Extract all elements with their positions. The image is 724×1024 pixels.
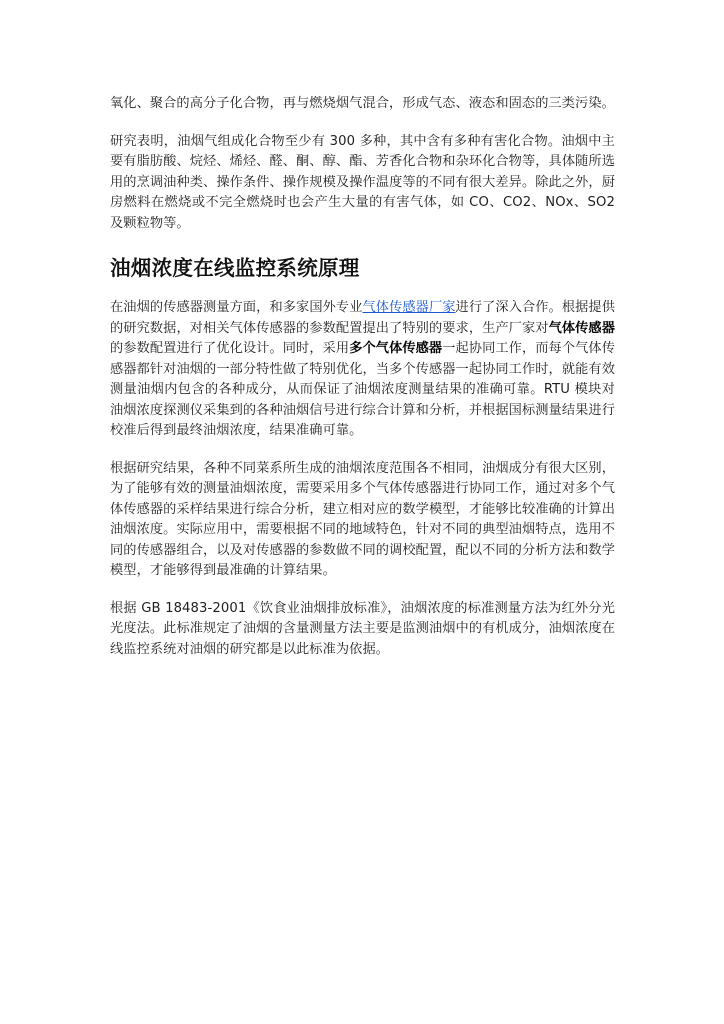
bold-term-multiple-gas-sensors: 多个气体传感器	[349, 341, 443, 356]
paragraph-sensor-measurement	[110, 298, 615, 442]
paragraph-compounds: 研究表明，油烟气组成化合物至少有 300 多种，其中含有多种有害化合物。油烟中主要有脂肪酸、烷烃、烯烃、醛、酮、醇、酯、芳香化合物和杂环化合物等，具体随所选用的烹调油种类、操作条件、操作规模及操作温度等的不同有很大差异。除此之外，厨房燃料在燃烧或不完全燃烧时也会产生大量的有害气体，如 CO、CO2、NOx、SO2 及颗粒物等。	[110, 133, 615, 231]
text-span: 一起协同工作，而每个气体传感器都针对油烟的一部分特性做了特别优化，当多个传感器一起协同工作时，就能有效测量油烟内包含的各种成分，从而保证了油烟浓度测量结果的准确可靠。RTU 模块对油烟浓度探测仪采集到的各种油烟信号进行综合计算和分析，并根据国标测量结果进行校准后得到最终油烟浓度，结果准确可靠。	[110, 341, 615, 438]
section-heading: 油烟浓度在线监控系统原理	[110, 256, 360, 280]
paragraph-standard: 根据 GB 18483-2001《饮食业油烟排放标准》，油烟浓度的标准测量方法为红外分光光度法。此标准规定了油烟的含量测量方法主要是监测油烟中的有机成分，油烟浓度在线监控系统对油烟的研究都是以此标准为依据。	[110, 600, 615, 657]
paragraph-research-results: 根据研究结果，各种不同菜系所生成的油烟浓度范围各不相同，油烟成分有很大区别，为了能够有效的测量油烟浓度，需要采用多个气体传感器进行协同工作，通过对多个气体传感器的采样结果进行综合分析，建立相对应的数学模型，才能够比较准确的计算出油烟浓度。实际应用中，需要根据不同的地域特色，针对不同的典型油烟特点，选用不同的传感器组合，以及对传感器的参数做不同的调校配置，配以不同的分析方法和数学模型，才能够得到最准确的计算结果。	[110, 460, 615, 578]
text-span: 的参数配置进行了优化设计。同时，采用	[110, 341, 350, 356]
gas-sensor-manufacturer-link[interactable]: 气体传感器厂家	[362, 300, 456, 315]
bold-term-gas-sensor: 气体传感器	[548, 320, 616, 336]
text-span: 在油烟的传感器测量方面，和多家国外专业	[110, 300, 363, 315]
document-page	[110, 94, 615, 677]
paragraph-pollution: 氧化、聚合的高分子化合物，再与燃烧烟气混合，形成气态、液态和固态的三类污染。	[110, 96, 615, 111]
text-span: 进行了深入合作。根据提供的研究数据，对相关气体传感器的参数配置提出了特别的要求，生产厂家对	[110, 300, 615, 336]
